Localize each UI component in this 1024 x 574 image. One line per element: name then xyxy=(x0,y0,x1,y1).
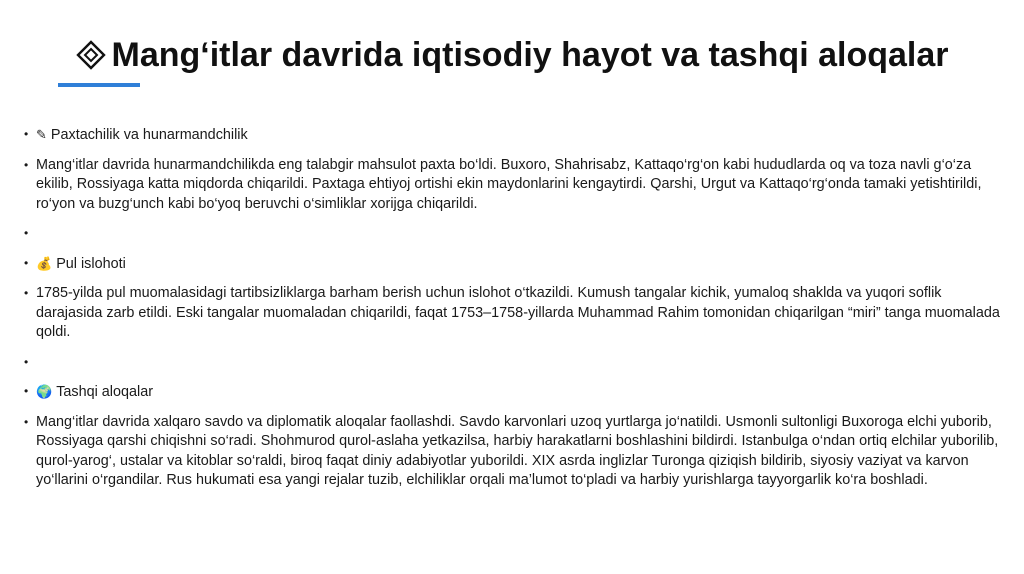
bullet-marker: • xyxy=(24,127,29,141)
bullet-marker: • xyxy=(24,286,29,300)
bullet-marker: • xyxy=(24,157,29,172)
list-item xyxy=(20,413,1005,491)
slide-title-container xyxy=(40,35,984,79)
list-item xyxy=(20,224,1005,244)
globe-icon: 🌍 xyxy=(36,384,53,399)
section-heading: Paxtachilik va hunarmandchilik xyxy=(50,127,248,143)
bullet-marker: • xyxy=(24,255,29,270)
bullet-marker: • xyxy=(24,354,29,369)
list-item xyxy=(20,125,1005,146)
bullet-marker: • xyxy=(24,226,29,240)
bullet-marker: • xyxy=(24,414,29,429)
diamond-frame-icon xyxy=(76,39,106,79)
title-accent-bar xyxy=(58,83,140,87)
section-heading: Tashqi aloqalar xyxy=(56,384,153,400)
section-heading: Pul islohoti xyxy=(56,255,126,272)
list-item xyxy=(20,353,1005,373)
list-item xyxy=(20,254,1005,275)
feather-icon: ✎ xyxy=(36,127,47,142)
list-item xyxy=(20,382,1005,403)
list-item xyxy=(20,156,1005,215)
bullet-list xyxy=(20,125,1005,501)
list-item xyxy=(20,284,1005,343)
list-item-text: Mang‘itlar davrida xalqaro savdo va diplomatik aloqalar faollashdi. Savdo karvonlari uzoq yurtlarga jo‘natildi. Usmonli sultonligi Buxoroga elchi yuborib, Rossiyaga qarshi chiqishni so‘radi. Shohmurod qurol-aslaha yetkazilsa, harbiy harakatlarni boshlashini bildirdi. Istanbulga o‘ndan ortiq elchilar yuborilib, qurol-yarog‘, ustalar va kitoblar so‘raldi, biroq faqat diniy adabiyotlar yuborildi. XIX asrda inglizlar Turonga qiziqish bildirib, siyosiy vaziyat va karvon yo‘llarini o‘rgandilar. Rus hukumati esa yangi rejalar tuzib, elchiliklar orqali ma’lumot to‘pladi va harbiy yurishlarga tayyorgarlik ko‘ra boshladi. xyxy=(36,413,999,488)
money-bag-icon: 💰 xyxy=(36,255,53,271)
list-item-text: Mang‘itlar davrida hunarmandchilikda eng talabgir mahsulot paxta bo‘ldi. Buxoro, Shahrisabz, Kattaqo‘rg‘on kabi hududlarda oq va toza navli g‘o‘za ekilib, Rossiyaga katta miqdorda chiqarildi. Paxtaga ehtiyoj ortishi ekin maydonlarini kengaytirdi. Qarshi, Urgut va Kattaqo‘rg‘onda tamaki yetishtirildi, ro‘yon va buzg‘unch kabi bo‘yoq beruvchi o‘simliklar xorijga chiqarildi. xyxy=(36,156,982,212)
bullet-marker: • xyxy=(24,384,29,398)
list-item-text: 1785-yilda pul muomalasidagi tartibsizliklarga barham berish uchun islohot o‘tkazildi. Kumush tangalar kichik, yumaloq shaklda va yuqori soflik darajasida zarb etildi. Eski tangalar muomaladan chiqarildi, faqat 1753–1758-yillarda Muhammad Rahim tomonidan chiqarilgan “miri” tanga muomalada qoldi. xyxy=(36,285,1000,340)
slide-title: Mang‘itlar davrida iqtisodiy hayot va tashqi aloqalar xyxy=(111,36,949,74)
